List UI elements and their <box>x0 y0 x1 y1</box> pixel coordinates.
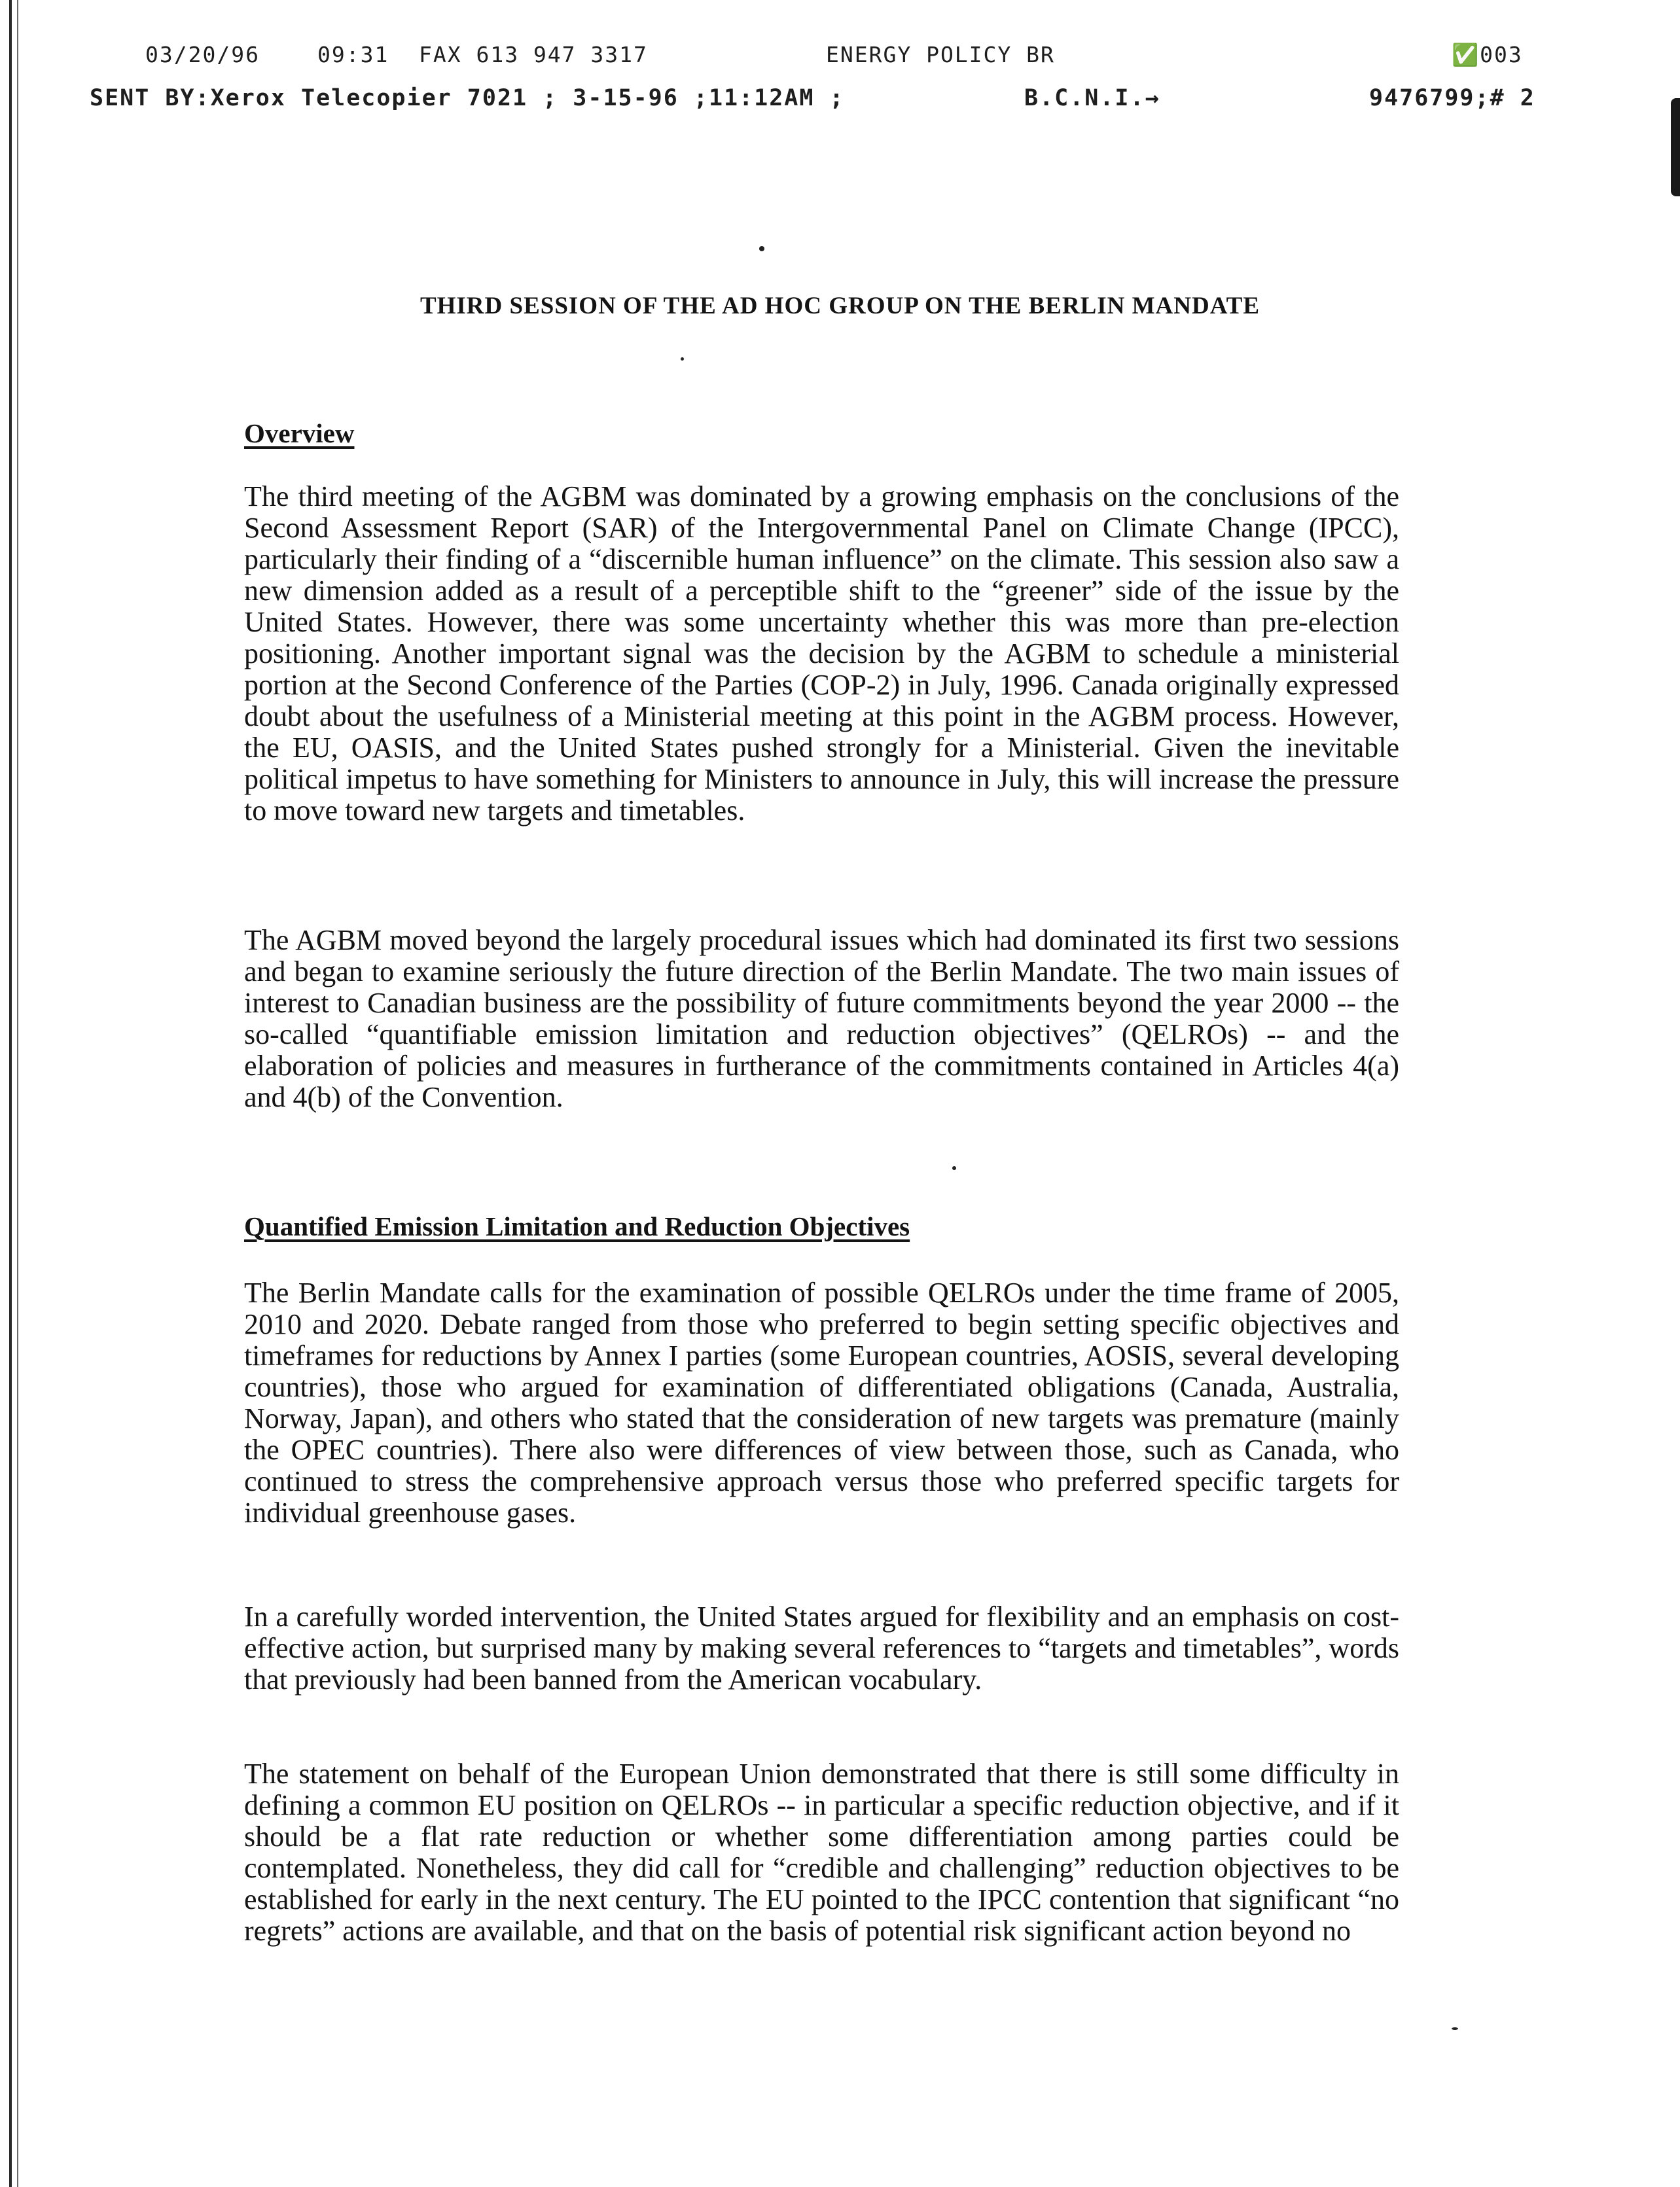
paragraph: The statement on behalf of the European Union demonstrated that there is still some difficulty in defining a common EU position on QELROs -- in particular a specific reduction objective, and if it should be a flat rate reduction or whether some differentiation among parties could be contemplated. Nonetheless, they did call for “credible and challenging” reduction objectives to be established for early in the next century. The EU pointed to the IPCC contention that significant “no regrets” actions are available, and that on the basis of potential risk significant action beyond no <box>244 1758 1399 1947</box>
scan-speck <box>952 1166 956 1170</box>
right-edge-mark <box>1671 98 1680 196</box>
paragraph: The Berlin Mandate calls for the examination of possible QELROs under the time frame of 2005, 2010 and 2020. Debate ranged from those who preferred to begin setting specific objectives and timeframes for reductions by Annex I parties (some European countries, AOSIS, several developing countries), those who argued for examination of differentiated obligations (Canada, Australia, Norway, Japan), and others who stated that the consideration of new targets was premature (mainly the OPEC countries). There also were differences of view between those, such as Canada, who continued to stress the comprehensive approach versus those who preferred specific targets for individual greenhouse gases. <box>244 1277 1399 1529</box>
paragraph: The AGBM moved beyond the largely procedural issues which had dominated its first two sessions and began to examine seriously the future direction of the Berlin Mandate. The two main issues of interest to Canadian business are the possibility of future commitments beyond the year 2000 -- the so-called “quantifiable emission limitation and reduction objectives” (QELROs) -- and the elaboration of policies and measures in furtherance of the commitments contained in Articles 4(a) and 4(b) of the Convention. <box>244 924 1399 1113</box>
scan-speck <box>759 246 764 251</box>
fax-sender: B.C.N.I.→ <box>1024 85 1160 111</box>
paragraph: The third meeting of the AGBM was dominated by a growing emphasis on the conclusions of the Second Assessment Report (SAR) of the Intergovernmental Panel on Climate Change (IPCC), particularly their finding of a “discernible human influence” on the climate. This session also saw a new dimension added as a result of a perceptible shift to the “greener” side of the issue by the United States. However, there was some uncertainty whether this was more than pre-election positioning. Another important signal was the decision by the AGBM to schedule a ministerial portion at the Second Conference of the Parties (COP-2) in July, 1996. Canada originally expressed doubt about the usefulness of a Ministerial meeting at this point in the AGBM process. However, the EU, OASIS, and the United States pushed strongly for a Ministerial. Given the inevitable political impetus to have something for Ministers to announce in July, this will increase the pressure to move toward new targets and timetables. <box>244 480 1399 827</box>
fax-time: 09:31 <box>317 42 389 67</box>
fax-department: ENERGY POLICY BR <box>826 42 1055 67</box>
fax-page-counter: ✅003 <box>1452 42 1523 67</box>
fax-sender-number: 9476799;# 2 <box>1369 85 1535 111</box>
section-heading-overview: Overview <box>244 418 355 448</box>
paragraph: In a carefully worded intervention, the United States argued for flexibility and an emphasis on cost-effective action, but surprised many by making several references to “targets and timetables”, words that previously had been banned from the American vocabulary. <box>244 1601 1399 1696</box>
fax-date: 03/20/96 <box>145 42 260 67</box>
scan-speck <box>681 357 684 361</box>
section-heading-qelros: Quantified Emission Limitation and Reduction Objectives <box>244 1211 910 1241</box>
document-title: THIRD SESSION OF THE AD HOC GROUP ON THE BERLIN MANDATE <box>420 293 1260 319</box>
fax-number: FAX 613 947 3317 <box>419 42 648 67</box>
scan-speck <box>1452 2027 1458 2030</box>
left-margin-rule <box>9 0 12 2187</box>
fax-sent-by: SENT BY:Xerox Telecopier 7021 ; 3-15-96 ;11:12AM ; <box>90 85 845 111</box>
left-margin-rule-inner <box>17 0 18 2187</box>
